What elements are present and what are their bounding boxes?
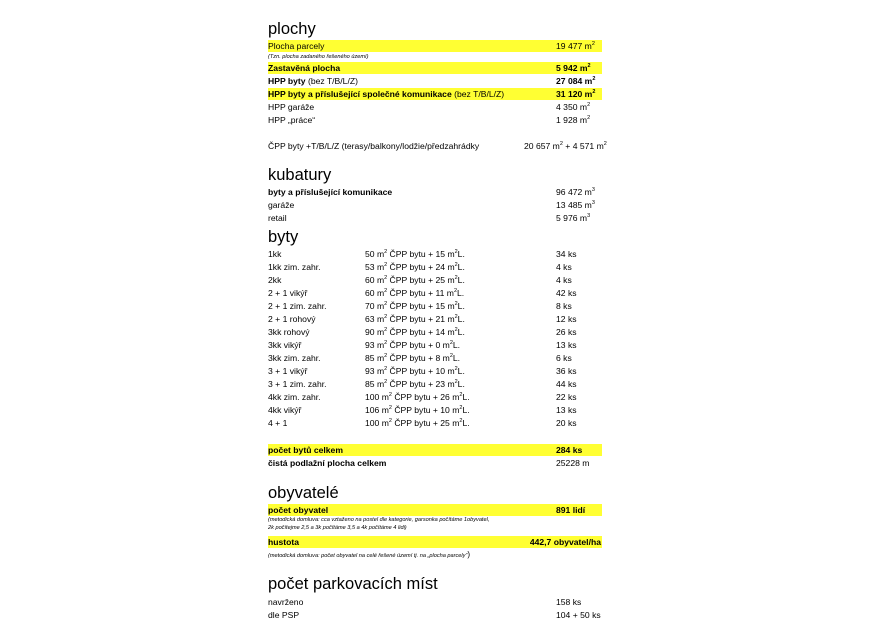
apartment-type: 3 + 1 zim. zahr. <box>268 379 327 389</box>
row-kubatura-garaze <box>268 199 602 211</box>
apartment-count: 6 ks <box>556 353 572 363</box>
apartment-area: 53 $m^2$ ČPP bytu + 24 $m^2L$. <box>365 262 465 272</box>
apartment-type: 3kk rohový <box>268 327 310 337</box>
apartment-count: 12 ks <box>556 314 577 324</box>
apartment-type: 2 + 1 zim. zahr. <box>268 301 327 311</box>
apartment-area: 106 $m^2$ ČPP bytu + 10 $m^2L$. <box>365 405 470 415</box>
apartment-type: 2 + 1 vikýř <box>268 288 308 298</box>
row-label: hustota <box>268 537 300 547</box>
row-value: 104 + 50 ks <box>556 610 601 620</box>
apartment-count: 44 ks <box>556 379 577 389</box>
apartment-type: 3kk vikýř <box>268 340 302 350</box>
row-label: retail <box>268 213 287 223</box>
apartment-count: 20 ks <box>556 418 577 428</box>
row-label: čistá podlažní plocha celkem <box>268 458 387 468</box>
row-label: počet bytů celkem <box>268 445 343 455</box>
section-heading-plochy: plochy <box>268 20 316 38</box>
row-value: 19 477 $m^2$ <box>556 41 595 51</box>
row-label: Plocha parcely <box>268 41 325 51</box>
section-heading-obyvatele: obyvatelé <box>268 484 339 502</box>
apartment-area: 100 $m^2$ ČPP bytu + 26 $m^2L$. <box>365 392 470 402</box>
row-zastavena-plocha <box>268 62 602 74</box>
apartment-row <box>268 287 602 299</box>
row-value: 891 lidí <box>556 505 586 515</box>
apartment-type: 4kk zim. zahr. <box>268 392 321 402</box>
row-hpp-prace <box>268 114 602 126</box>
apartment-type: 2 + 1 rohový <box>268 314 316 324</box>
apartment-type: 1kk <box>268 249 282 259</box>
apartment-count: 42 ks <box>556 288 577 298</box>
apartment-row <box>268 417 602 429</box>
row-pocet-bytu <box>268 444 602 456</box>
note-obyvatele-1: (metodická domluva: cca vztaženo na postel dle kategorie, garsonka počítáme 1obyvatel, <box>268 517 490 523</box>
row-label: HPP garáže <box>268 102 315 112</box>
row-pocet-obyvatel <box>268 504 602 516</box>
section-heading-byty: byty <box>268 228 299 246</box>
apartment-count: 8 ks <box>556 301 572 311</box>
row-label: byty a příslušející komunikace <box>268 187 393 197</box>
row-value: 158 ks <box>556 597 582 607</box>
apartment-row <box>268 378 602 390</box>
row-kubatura-byty <box>268 186 602 198</box>
apartment-count: 4 ks <box>556 275 572 285</box>
apartment-row <box>268 313 602 325</box>
apartment-area: 100 $m^2$ ČPP bytu + 25 $m^2L$. <box>365 418 470 428</box>
note-obyvatele-2: 2k počítejme 2,5 a 3k počítáme 3,5 a 4k počítáme 4 lidi) <box>268 525 407 531</box>
apartment-row <box>268 248 602 260</box>
row-hpp-komunikace <box>268 88 602 100</box>
row-value: 13 485 $m^3$ <box>556 200 595 210</box>
row-hpp-byty <box>268 75 602 87</box>
row-label: HPP byty a příslušející společné komunikace (bez T/B/L/Z) <box>268 89 505 99</box>
row-value: 31 120 $m^2$ <box>556 89 596 99</box>
apartment-type: 4 + 1 <box>268 418 288 428</box>
apartment-area: 93 $m^2$ ČPP bytu + 10 $m^2L$. <box>365 366 465 376</box>
row-value: 25228 m <box>556 458 590 468</box>
apartment-row <box>268 391 602 403</box>
apartment-row <box>268 274 602 286</box>
apartment-count: 36 ks <box>556 366 577 376</box>
apartment-area: 60 $m^2$ ČPP bytu + 11 $m^2L$. <box>365 288 465 298</box>
apartment-type: 3kk zim. zahr. <box>268 353 321 363</box>
apartment-area: 63 $m^2$ ČPP bytu + 21 $m^2L$. <box>365 314 465 324</box>
apartment-row <box>268 261 602 273</box>
row-cpp-byty <box>268 140 628 152</box>
row-value: 5 942 $m^2$ <box>556 63 591 73</box>
apartment-count: 34 ks <box>556 249 577 259</box>
row-value: 20 657 $m^2 + 4$ 571 $m^2$ <box>524 141 607 151</box>
row-value: 27 084 $m^2$ <box>556 76 596 86</box>
row-kubatura-retail <box>268 212 602 224</box>
note-plocha-parcely: (Tzn. plocha zadaného řešeného území) <box>268 54 369 60</box>
note-hustota: (metodická domluva: počet obyvatel na celé řešené území tj. na „plocha parcely“) <box>268 550 470 559</box>
apartment-row <box>268 326 602 338</box>
apartment-type: 3 + 1 vikýř <box>268 366 308 376</box>
row-dle-psp <box>268 609 602 621</box>
apartment-count: 22 ks <box>556 392 577 402</box>
apartment-area: 60 $m^2$ ČPP bytu + 25 $m^2L$. <box>365 275 465 285</box>
apartment-row <box>268 300 602 312</box>
row-label: Zastavěná plocha <box>268 63 341 73</box>
row-plocha-parcely <box>268 40 602 52</box>
row-label: navrženo <box>268 597 304 607</box>
apartment-row <box>268 365 602 377</box>
apartment-area: 50 $m^2$ ČPP bytu + 15 $m^2L$. <box>365 249 465 259</box>
row-value: 1 928 $m^2$ <box>556 115 591 125</box>
row-value: 96 472 $m^3$ <box>556 187 595 197</box>
apartment-area: 85 $m^2$ ČPP bytu + 8 $m^2L$. <box>365 353 461 363</box>
row-label: HPP byty (bez T/B/L/Z) <box>268 76 358 86</box>
row-label: garáže <box>268 200 295 210</box>
row-label: počet obyvatel <box>268 505 329 515</box>
row-label: ČPP byty +T/B/L/Z (terasy/balkony/lodžie/předzahrádky <box>268 141 480 151</box>
row-cista-plocha <box>268 457 602 469</box>
apartment-count: 13 ks <box>556 405 577 415</box>
apartment-area: 85 $m^2$ ČPP bytu + 23 $m^2L$. <box>365 379 465 389</box>
apartment-type: 2kk <box>268 275 282 285</box>
apartment-type: 4kk vikýř <box>268 405 302 415</box>
row-hustota <box>268 536 602 548</box>
row-hpp-garaze <box>268 101 602 113</box>
apartment-area: 93 $m^2$ ČPP bytu + 0 $m^2L$. <box>365 340 461 350</box>
row-label: dle PSP <box>268 610 300 620</box>
row-value: 4 350 $m^2$ <box>556 102 591 112</box>
apartment-count: 4 ks <box>556 262 572 272</box>
apartment-row <box>268 339 602 351</box>
row-navrzeno <box>268 596 602 608</box>
section-heading-kubatury: kubatury <box>268 166 332 184</box>
apartment-row <box>268 352 602 364</box>
apartment-count: 26 ks <box>556 327 577 337</box>
apartment-count: 13 ks <box>556 340 577 350</box>
row-value: 284 ks <box>556 445 583 455</box>
row-value: 442,7 obyvatel/ha <box>529 537 601 547</box>
apartment-area: 70 $m^2$ ČPP bytu + 15 $m^2L$. <box>365 301 465 311</box>
section-heading-parking: počet parkovacích míst <box>268 575 438 593</box>
apartment-row <box>268 404 602 416</box>
row-value: 5 976 $m^3$ <box>556 213 591 223</box>
apartment-type: 1kk zim. zahr. <box>268 262 321 272</box>
row-label: HPP „práce“ <box>268 115 316 125</box>
apartment-area: 90 $m^2$ ČPP bytu + 14 $m^2L$. <box>365 327 465 337</box>
